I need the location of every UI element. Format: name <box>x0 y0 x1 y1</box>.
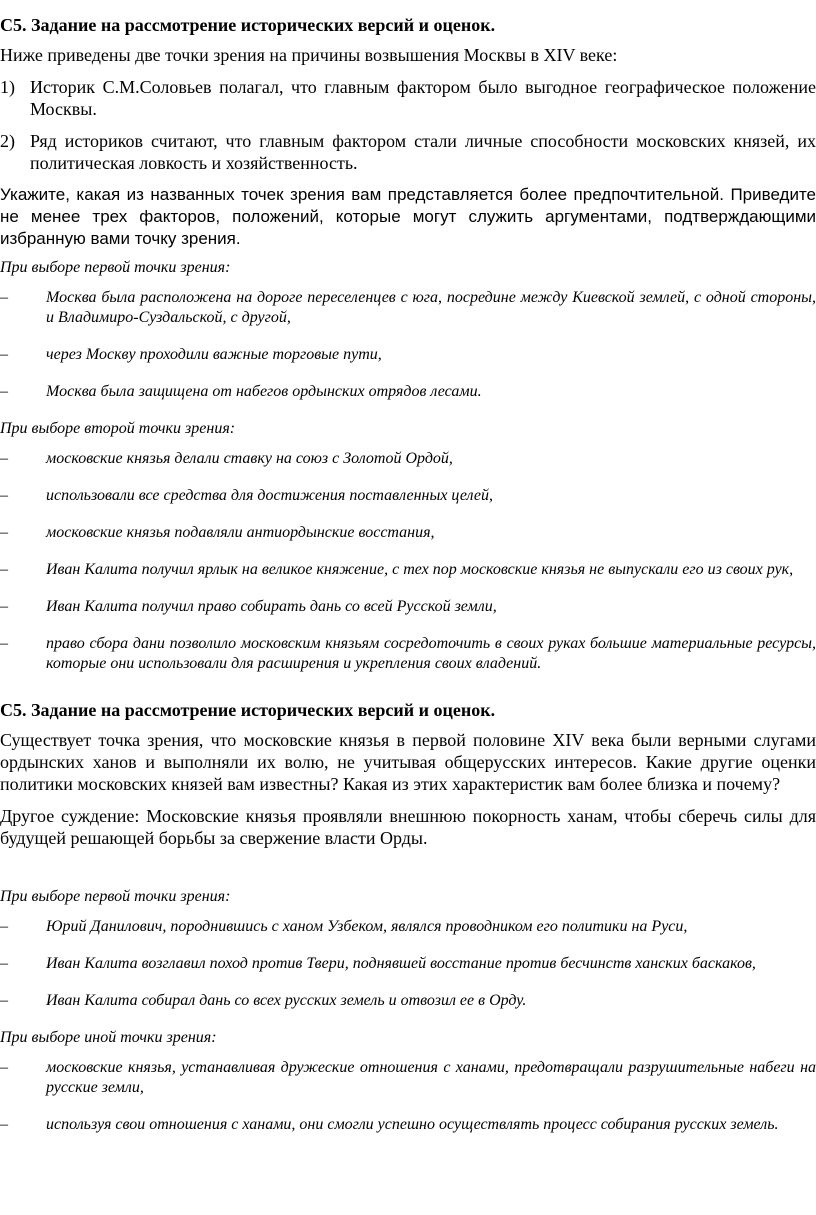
view-text: Историк С.М.Соловьев полагал, что главным фактором было выгодное географическое положение Москвы. <box>30 77 816 119</box>
dash-marker: – <box>0 598 8 615</box>
dash-marker: – <box>0 1059 8 1076</box>
list-item <box>0 523 816 543</box>
list-item <box>0 486 816 506</box>
section1-first-view-heading: При выборе первой точки зрения: <box>0 259 231 276</box>
list-item <box>0 597 816 617</box>
view-item <box>0 76 816 120</box>
view-number: 1) <box>0 77 15 97</box>
list-item-text: московские князья делали ставку на союз с Золотой Ордой, <box>46 450 453 467</box>
list-item <box>0 382 816 402</box>
view-item <box>0 130 816 174</box>
list-item <box>0 288 816 328</box>
section2-question: Существует точка зрения, что московские князья в первой половине XIV века были верными слугами ордынских ханов и выполняли их волю, не учитывая общерусских интересов. Какие другие оценки политики московских князей вам известны? Какая из этих характеристик вам более близка и почему? <box>0 730 816 794</box>
section2-title: С5. Задание на рассмотрение исторических версий и оценок. <box>0 700 496 720</box>
list-item <box>0 1115 816 1135</box>
section2-other-view-heading: При выборе иной точки зрения: <box>0 1029 217 1046</box>
dash-marker: – <box>0 487 8 504</box>
list-item-text: использовали все средства для достижения поставленных целей, <box>46 487 493 504</box>
section2-first-view-heading: При выборе первой точки зрения: <box>0 888 231 905</box>
dash-marker: – <box>0 450 8 467</box>
list-item <box>0 345 816 365</box>
section1-title: С5. Задание на рассмотрение исторических версий и оценок. <box>0 15 496 35</box>
list-item-text: московские князья, устанавливая дружеские отношения с ханами, предотвращали разрушительные набеги на русские земли, <box>46 1059 816 1096</box>
section1-intro: Ниже приведены две точки зрения на причины возвышения Москвы в XIV веке: <box>0 45 618 65</box>
dash-marker: – <box>0 1116 8 1133</box>
list-item-text: Иван Калита возглавил поход против Твери, поднявшей восстание против бесчинств ханских баскаков, <box>46 955 756 972</box>
list-item <box>0 917 816 937</box>
section1-second-view-list <box>0 449 816 674</box>
list-item <box>0 991 816 1011</box>
list-item-text: Иван Калита собирал дань со всех русских земель и отвозил ее в Орду. <box>46 992 527 1009</box>
section1-second-view-heading: При выборе второй точки зрения: <box>0 420 236 437</box>
list-item-text: Москва была защищена от набегов ордынских отрядов лесами. <box>46 383 482 400</box>
section2-other-view-list <box>0 1058 816 1135</box>
list-item-text: Юрий Данилович, породнившись с ханом Узбеком, являлся проводником его политики на Руси, <box>46 918 688 935</box>
list-item <box>0 1058 816 1098</box>
list-item-text: Иван Калита получил право собирать дань со всей Русской земли, <box>46 598 497 615</box>
dash-marker: – <box>0 383 8 400</box>
list-item <box>0 634 816 674</box>
dash-marker: – <box>0 918 8 935</box>
section2-first-view-list <box>0 917 816 1011</box>
dash-marker: – <box>0 635 8 652</box>
list-item-text: используя свои отношения с ханами, они смогли успешно осуществлять процесс собирания русских земель. <box>46 1116 779 1133</box>
view-number: 2) <box>0 131 15 151</box>
dash-marker: – <box>0 524 8 541</box>
section2-other-opinion: Другое суждение: Московские князья проявляли внешнюю покорность ханам, чтобы сберечь силы для будущей решающей борьбы за свержение власти Орды. <box>0 806 816 848</box>
list-item <box>0 954 816 974</box>
section1-views-list <box>0 76 816 174</box>
section1-task: Укажите, какая из названных точек зрения вам представляется более предпочтительной. Приведите не менее трех факторов, положений, которые могут служить аргументами, подтверждающими избранную вами точку зрения. <box>0 185 816 248</box>
list-item <box>0 560 816 580</box>
list-item <box>0 449 816 469</box>
dash-marker: – <box>0 346 8 363</box>
list-item-text: через Москву проходили важные торговые пути, <box>46 346 382 363</box>
list-item-text: право сбора дани позволило московским князьям сосредоточить в своих руках большие материальные ресурсы, которые они использовали для расширения и укрепления своих владений. <box>46 635 816 672</box>
view-text: Ряд историков считают, что главным фактором стали личные способности московских князей, их политическая ловкость и хозяйственность. <box>30 131 816 173</box>
list-item-text: Москва была расположена на дороге переселенцев с юга, посредине между Киевской землей, с одной стороны, и Владимиро-Суздальской, с другой, <box>46 289 816 326</box>
dash-marker: – <box>0 992 8 1009</box>
dash-marker: – <box>0 289 8 306</box>
section1-first-view-list <box>0 288 816 402</box>
dash-marker: – <box>0 955 8 972</box>
list-item-text: Иван Калита получил ярлык на великое княжение, с тех пор московские князья не выпускали его из своих рук, <box>46 561 794 578</box>
list-item-text: московские князья подавляли антиордынские восстания, <box>46 524 435 541</box>
dash-marker: – <box>0 561 8 578</box>
